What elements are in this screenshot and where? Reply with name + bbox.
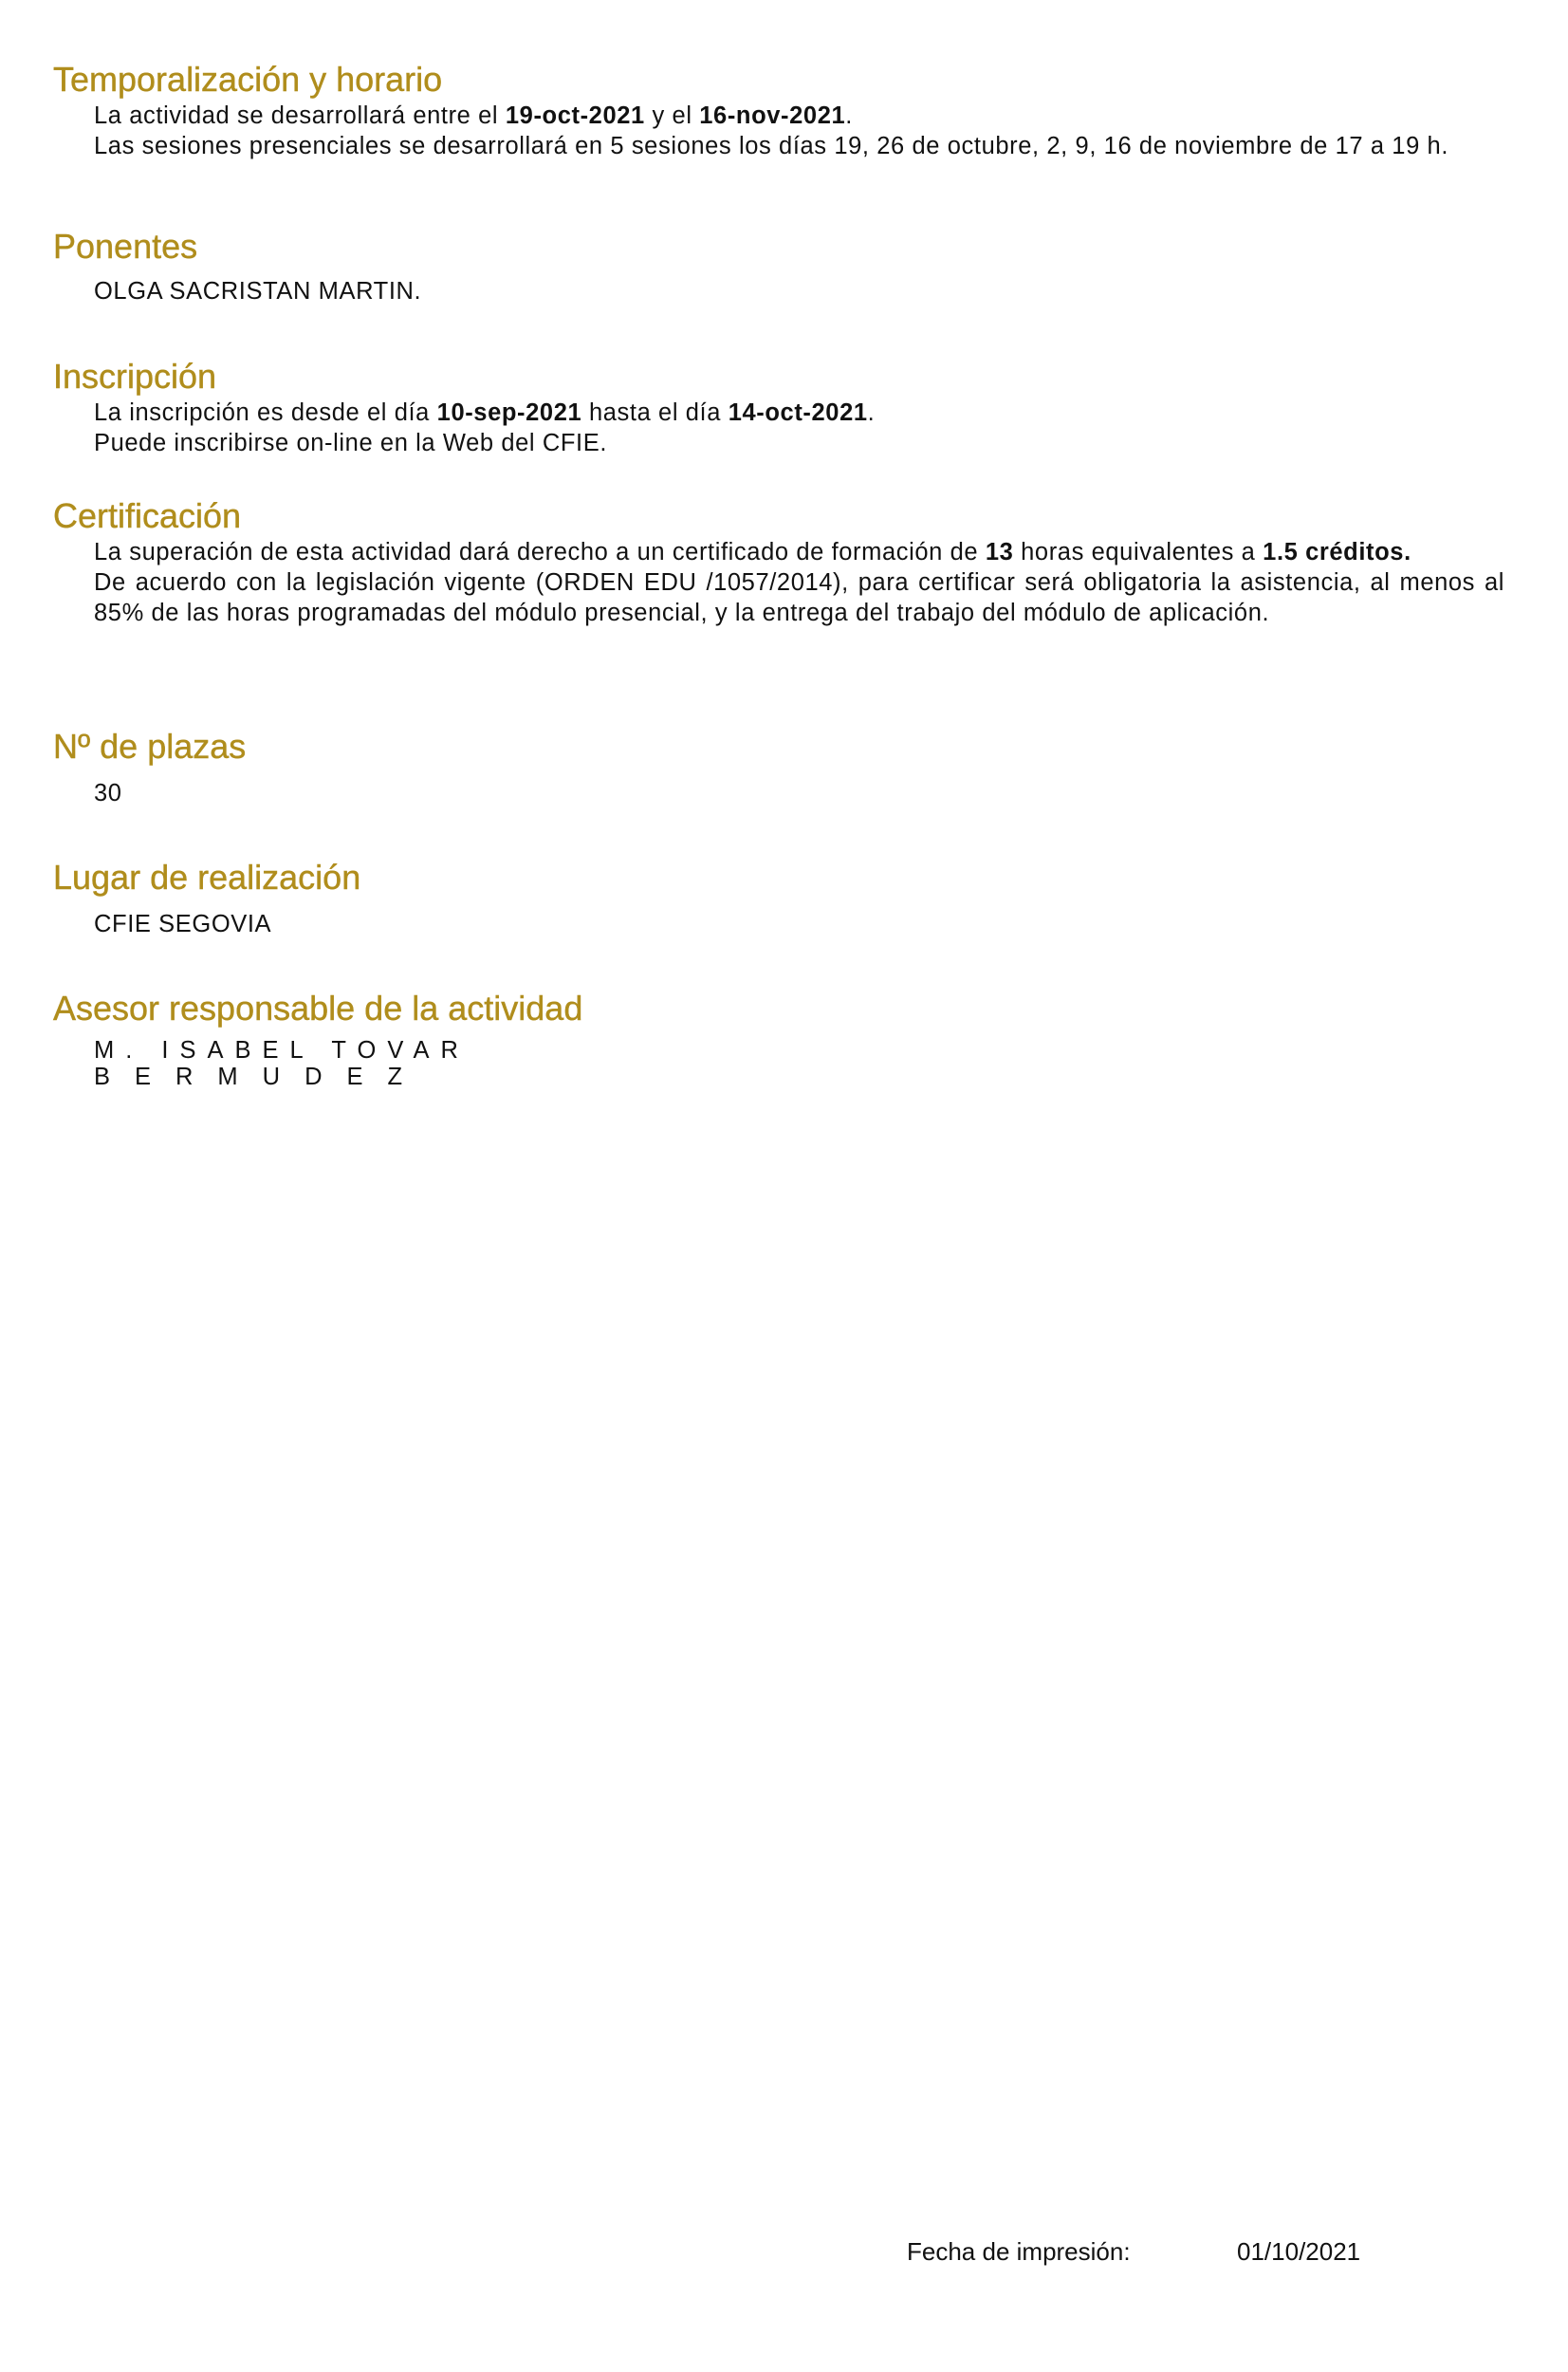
text-fragment: La actividad se desarrollará entre el [94,102,506,129]
section-body-ponentes [94,276,1504,306]
section-title-asesor: Asesor responsable de la actividad [53,989,583,1028]
section-body-inscripcion [94,398,1504,458]
text-fragment: y el [644,102,700,129]
hours-value: 13 [985,539,1014,565]
section-body-lugar [94,909,1504,939]
inscripcion-dates-line [94,398,1504,428]
print-date-value: 01/10/2021 [1237,2237,1361,2266]
text-fragment: hasta el día [581,399,729,426]
section-body-plazas [94,778,1504,808]
print-date-label: Fecha de impresión: [907,2237,1131,2266]
section-temporalizacion [53,59,1504,161]
text-fragment: La superación de esta actividad dará derecho a un certificado de formación de [94,539,986,565]
section-body-asesor [94,1037,1504,1090]
section-ponentes [53,226,1504,306]
end-date: 14-oct-2021 [728,399,868,426]
section-body-temporalizacion [94,101,1504,161]
lugar-value: CFIE SEGOVIA [94,911,272,937]
credits-value: 1.5 créditos. [1263,539,1411,565]
section-title-lugar: Lugar de realización [53,858,361,897]
inscripcion-online-text: Puede inscribirse on-line en la Web del CFIE. [94,430,608,456]
section-title-plazas: Nº de plazas [53,727,247,766]
section-certificacion [53,495,1504,628]
section-inscripcion [53,356,1504,458]
start-date: 19-oct-2021 [505,102,645,129]
section-title-inscripcion: Inscripción [53,357,217,396]
ponentes-value: OLGA SACRISTAN MARTIN. [94,278,422,305]
section-plazas [53,726,1504,808]
section-title-temporalizacion: Temporalización y horario [53,60,443,99]
section-title-certificacion: Certificación [53,496,242,535]
text-fragment: . [845,102,853,129]
plazas-value: 30 [94,780,122,806]
temporalizacion-dates-line [94,101,1504,131]
start-date: 10-sep-2021 [436,399,582,426]
asesor-name-line1: M. ISABEL TOVAR [94,1037,470,1064]
section-asesor [53,988,1504,1090]
section-lugar [53,857,1504,939]
certificacion-hours-line [94,537,1504,567]
end-date: 16-nov-2021 [699,102,846,129]
asesor-name-line2: BERMUDEZ [94,1064,428,1090]
temporalizacion-sessions-text: Las sesiones presenciales se desarrollará en 5 sesiones los días 19, 26 de octubre, 2, 9, 16 de noviembre de 17 a 19 h. [94,133,1449,159]
certificacion-legal-text: De acuerdo con la legislación vigente (ORDEN EDU /1057/2014), para certificar será obligatoria la asistencia, al menos al 85% de las horas programadas del módulo presencial, y la entrega del trabajo del módulo de aplicación. [94,569,1504,626]
text-fragment: horas equivalentes a [1013,539,1264,565]
text-fragment: La inscripción es desde el día [94,399,437,426]
section-title-ponentes: Ponentes [53,227,198,266]
text-fragment: . [867,399,876,426]
section-body-certificacion [94,537,1504,628]
